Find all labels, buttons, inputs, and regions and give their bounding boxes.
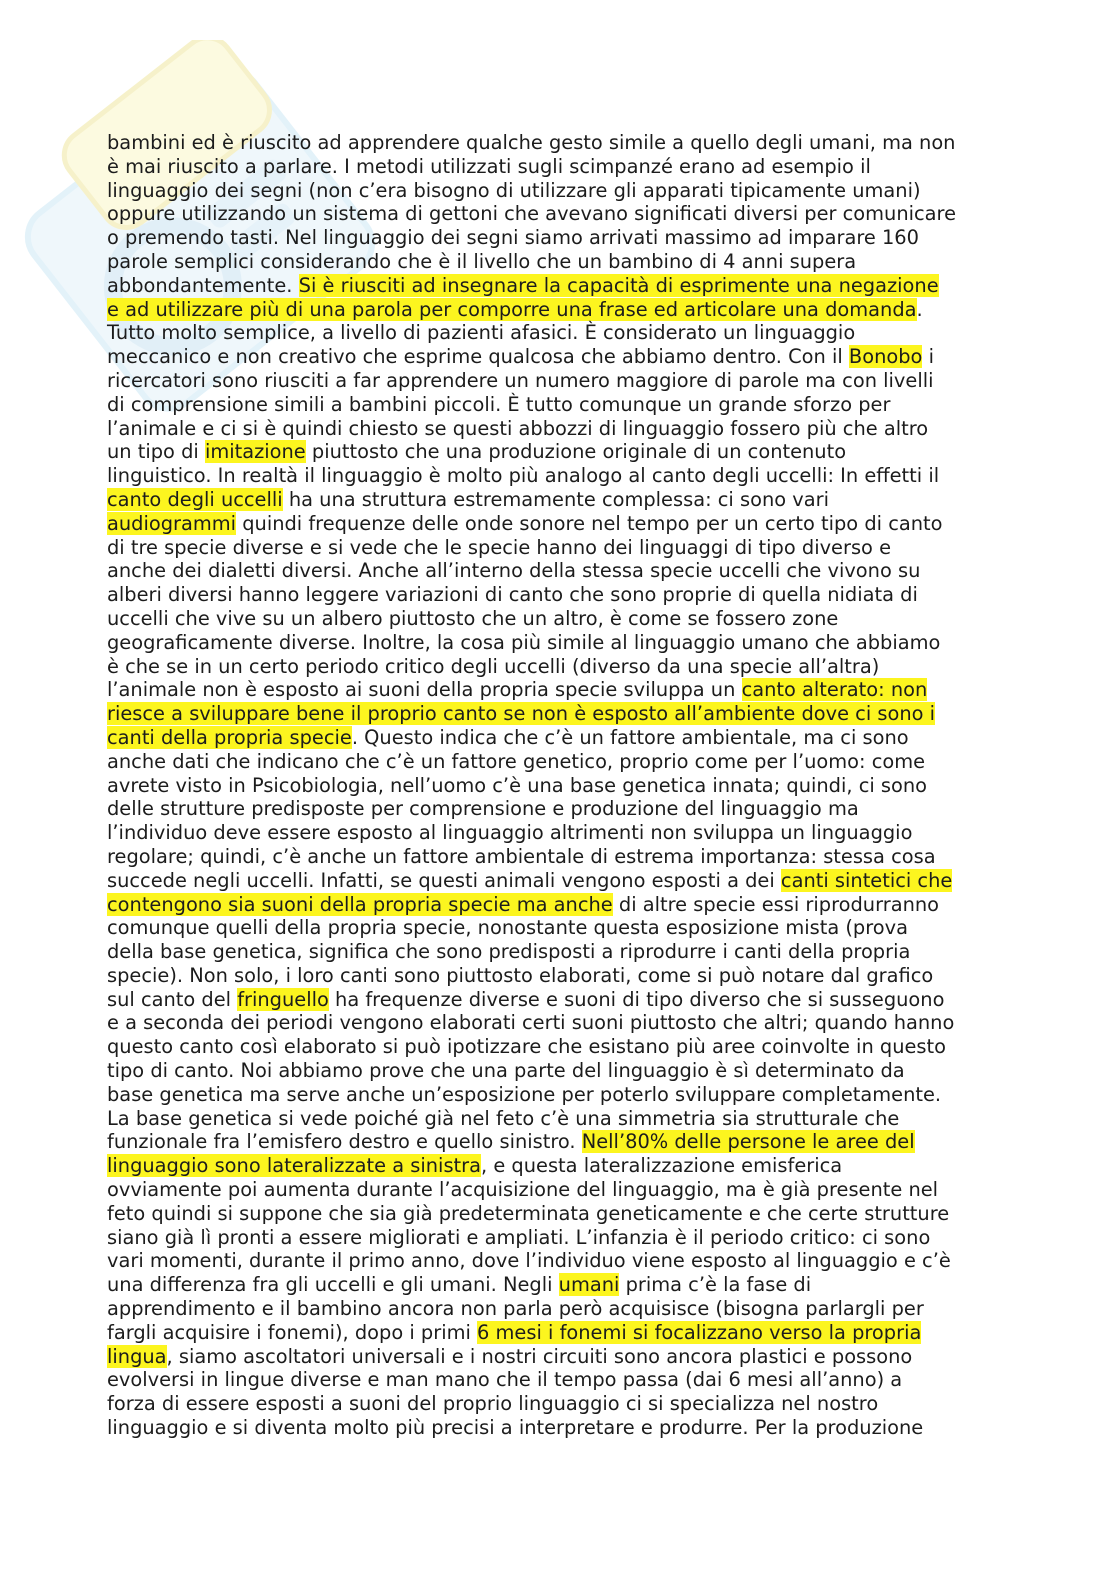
highlighted-text: imitazione bbox=[204, 440, 306, 464]
text-segment: ha frequenze diverse e suoni di tipo diverso che si susseguono bbox=[328, 987, 945, 1011]
text-segment: meccanico e non creativo che esprime qualcosa che abbiamo dentro. Con il bbox=[107, 345, 849, 369]
text-line bbox=[107, 393, 1012, 417]
text-line bbox=[107, 1178, 1012, 1202]
text-segment: è mai riuscito a parlare. I metodi utilizzati sugli scimpanzé erano ad esempio il bbox=[107, 154, 871, 178]
text-segment: apprendimento e il bambino ancora non parla però acquisisce (bisogna parlargli per bbox=[107, 1297, 924, 1321]
text-line bbox=[107, 321, 1012, 345]
text-segment: di comprensione simili a bambini piccoli. È tutto comunque un grande sforzo per bbox=[107, 392, 891, 416]
text-line bbox=[107, 155, 1012, 179]
text-line bbox=[107, 559, 1012, 583]
text-line bbox=[107, 345, 1012, 369]
text-line bbox=[107, 1083, 1012, 1107]
text-segment: funzionale fra l’emisfero destro e quello sinistro. bbox=[107, 1130, 582, 1154]
text-segment: delle strutture predisposte per comprensione e produzione del linguaggio ma bbox=[107, 797, 859, 821]
text-segment: , e questa lateralizzazione emisferica bbox=[481, 1154, 843, 1178]
text-segment: l’animale e ci si è quindi chiesto se questi abbozzi di linguaggio fossero più che altro bbox=[107, 416, 929, 440]
text-segment: di altre specie essi riprodurranno bbox=[612, 892, 940, 916]
highlighted-text: umani bbox=[558, 1273, 620, 1297]
text-line bbox=[107, 1226, 1012, 1250]
text-segment: un tipo di bbox=[107, 440, 205, 464]
text-segment: piuttosto che una produzione originale di un contenuto bbox=[305, 440, 847, 464]
text-segment: una differenza fra gli uccelli e gli umani. Negli bbox=[107, 1273, 559, 1297]
text-line bbox=[107, 678, 1012, 702]
text-segment: succede negli uccelli. Infatti, se questi animali vengono esposti a dei bbox=[107, 868, 781, 892]
text-line bbox=[107, 417, 1012, 441]
text-segment: vari momenti, durante il primo anno, dove l’individuo viene esposto al linguaggio e c’è bbox=[107, 1249, 951, 1273]
text-line bbox=[107, 298, 1012, 322]
text-segment: evolversi in lingue diverse e man mano che il tempo passa (dai 6 mesi all’anno) a bbox=[107, 1368, 903, 1392]
text-line bbox=[107, 226, 1012, 250]
text-line bbox=[107, 1202, 1012, 1226]
text-segment: e a seconda dei periodi vengono elaborati certi suoni piuttosto che altri; quando hanno bbox=[107, 1011, 955, 1035]
text-line bbox=[107, 202, 1012, 226]
text-segment: oppure utilizzando un sistema di gettoni che avevano significati diversi per comunicare bbox=[107, 202, 957, 226]
text-line bbox=[107, 1321, 1012, 1345]
text-line bbox=[107, 726, 1012, 750]
text-segment: siano già lì pronti a essere migliorati e ampliati. L’infanzia è il periodo critico: ci sono bbox=[107, 1225, 931, 1249]
text-line bbox=[107, 916, 1012, 940]
text-line bbox=[107, 440, 1012, 464]
text-line bbox=[107, 1154, 1012, 1178]
text-line bbox=[107, 607, 1012, 631]
text-line bbox=[107, 893, 1012, 917]
text-segment: abbondantemente. bbox=[107, 273, 299, 297]
text-segment: fargli acquisire i fonemi), dopo i primi bbox=[107, 1320, 478, 1344]
text-line bbox=[107, 488, 1012, 512]
text-line bbox=[107, 131, 1012, 155]
text-line bbox=[107, 940, 1012, 964]
highlighted-text: audiogrammi bbox=[107, 511, 237, 535]
text-line bbox=[107, 797, 1012, 821]
text-line bbox=[107, 583, 1012, 607]
text-segment: . bbox=[916, 297, 923, 321]
text-line bbox=[107, 750, 1012, 774]
text-segment: alberi diversi hanno leggere variazioni di canto che sono proprie di quella nidiata di bbox=[107, 583, 918, 607]
text-line bbox=[107, 964, 1012, 988]
text-segment: uccelli che vive su un albero piuttosto che un altro, è come se fossero zone bbox=[107, 606, 839, 630]
text-line bbox=[107, 631, 1012, 655]
highlighted-text: riesce a sviluppare bene il proprio canto se non è esposto all’ambiente dove ci sono i bbox=[107, 702, 936, 726]
text-line bbox=[107, 774, 1012, 798]
text-line bbox=[107, 1130, 1012, 1154]
text-line bbox=[107, 250, 1012, 274]
text-segment: questo canto così elaborato si può ipotizzare che esistano più aree coinvolte in questo bbox=[107, 1035, 946, 1059]
highlighted-text: e ad utilizzare più di una parola per comporre una frase ed articolare una domanda bbox=[107, 297, 917, 321]
text-segment: comunque quelli della propria specie, nonostante questa esposizione mista (prova bbox=[107, 916, 909, 940]
highlighted-text: Si è riusciti ad insegnare la capacità di esprimente una negazione bbox=[298, 273, 939, 297]
document-body-text bbox=[107, 131, 1012, 1440]
text-segment: parole semplici considerando che è il livello che un bambino di 4 anni supera bbox=[107, 249, 857, 273]
highlighted-text: lingua bbox=[107, 1344, 167, 1368]
text-segment: sul canto del bbox=[107, 987, 238, 1011]
text-line bbox=[107, 1107, 1012, 1131]
text-segment: o premendo tasti. Nel linguaggio dei segni siamo arrivati massimo ad imparare 160 bbox=[107, 226, 919, 250]
text-segment: , siamo ascoltatori universali e i nostri circuiti sono ancora plastici e possono bbox=[166, 1344, 913, 1368]
text-segment: linguaggio e si diventa molto più precisi a interpretare e produrre. Per la produzione bbox=[107, 1416, 924, 1440]
text-segment: anche dei dialetti diversi. Anche all’interno della stessa specie uccelli che vivono su bbox=[107, 559, 921, 583]
text-line bbox=[107, 1416, 1012, 1440]
text-line bbox=[107, 845, 1012, 869]
text-segment: l’individuo deve essere esposto al linguaggio altrimenti non sviluppa un linguaggio bbox=[107, 821, 913, 845]
highlighted-text: Nell’80% delle persone le aree del bbox=[581, 1130, 915, 1154]
text-line bbox=[107, 988, 1012, 1012]
highlighted-text: canti sintetici che bbox=[780, 868, 953, 892]
text-segment: base genetica ma serve anche un’esposizione per poterlo sviluppare completamente. bbox=[107, 1082, 942, 1106]
text-line bbox=[107, 536, 1012, 560]
text-segment: tipo di canto. Noi abbiamo prove che una parte del linguaggio è sì determinato da bbox=[107, 1059, 905, 1083]
text-line bbox=[107, 1249, 1012, 1273]
text-line bbox=[107, 274, 1012, 298]
text-line bbox=[107, 1297, 1012, 1321]
text-segment: anche dati che indicano che c’è un fattore genetico, proprio come per l’uomo: come bbox=[107, 749, 926, 773]
highlighted-text: 6 mesi i fonemi si focalizzano verso la propria bbox=[477, 1320, 922, 1344]
highlighted-text: linguaggio sono lateralizzate a sinistra bbox=[107, 1154, 481, 1178]
text-line bbox=[107, 1368, 1012, 1392]
text-segment: linguaggio dei segni (non c’era bisogno di utilizzare gli apparati tipicamente umani) bbox=[107, 178, 921, 202]
text-segment: quindi frequenze delle onde sonore nel tempo per un certo tipo di canto bbox=[236, 511, 943, 535]
text-segment: forza di essere esposti a suoni del proprio linguaggio ci si specializza nel nostro bbox=[107, 1392, 879, 1416]
text-line bbox=[107, 821, 1012, 845]
text-segment: feto quindi si suppone che sia già predeterminata geneticamente e che certe strutture bbox=[107, 1201, 950, 1225]
text-segment: specie). Non solo, i loro canti sono piuttosto elaborati, come si può notare dal grafico bbox=[107, 963, 934, 987]
highlighted-text: fringuello bbox=[237, 987, 329, 1011]
text-segment: prima c’è la fase di bbox=[619, 1273, 812, 1297]
text-segment: ricercatori sono riusciti a far apprendere un numero maggiore di parole ma con livelli bbox=[107, 368, 934, 392]
text-line bbox=[107, 1273, 1012, 1297]
text-segment: ovviamente poi aumenta durante l’acquisizione del linguaggio, ma è già presente nel bbox=[107, 1178, 939, 1202]
highlighted-text: contengono sia suoni della propria specie ma anche bbox=[107, 892, 613, 916]
text-segment: bambini ed è riuscito ad apprendere qualche gesto simile a quello degli umani, ma non bbox=[107, 131, 956, 154]
text-segment: Tutto molto semplice, a livello di pazienti afasici. È considerato un linguaggio bbox=[107, 321, 856, 345]
text-segment: è che se in un certo periodo critico degli uccelli (diverso da una specie all’altra) bbox=[107, 654, 880, 678]
text-segment: di tre specie diverse e si vede che le specie hanno dei linguaggi di tipo diverso e bbox=[107, 535, 892, 559]
text-line bbox=[107, 1035, 1012, 1059]
text-line bbox=[107, 512, 1012, 536]
text-line bbox=[107, 464, 1012, 488]
highlighted-text: canti della propria specie bbox=[107, 725, 352, 749]
text-segment: geograficamente diverse. Inoltre, la cosa più simile al linguaggio umano che abbiamo bbox=[107, 630, 941, 654]
text-segment: regolare; quindi, c’è anche un fattore ambientale di estrema importanza: stessa cosa bbox=[107, 844, 936, 868]
highlighted-text: canto degli uccelli bbox=[107, 487, 283, 511]
text-segment: della base genetica, significa che sono predisposti a riprodurre i canti della propria bbox=[107, 940, 911, 964]
text-line bbox=[107, 702, 1012, 726]
highlighted-text: canto alterato: non bbox=[741, 678, 928, 702]
text-segment: avrete visto in Psicobiologia, nell’uomo c’è una base genetica innata; quindi, ci sono bbox=[107, 773, 928, 797]
text-line bbox=[107, 1059, 1012, 1083]
text-line bbox=[107, 1011, 1012, 1035]
highlighted-text: Bonobo bbox=[848, 345, 923, 369]
text-line bbox=[107, 869, 1012, 893]
text-segment: . Questo indica che c’è un fattore ambientale, ma ci sono bbox=[351, 725, 909, 749]
text-segment: linguistico. In realtà il linguaggio è molto più analogo al canto degli uccelli: In effetti il bbox=[107, 464, 940, 488]
text-segment: i bbox=[922, 345, 934, 369]
text-line bbox=[107, 1392, 1012, 1416]
text-segment: La base genetica si vede poiché già nel feto c’è una simmetria sia strutturale che bbox=[107, 1106, 900, 1130]
text-line bbox=[107, 179, 1012, 203]
text-line bbox=[107, 655, 1012, 679]
text-line bbox=[107, 1345, 1012, 1369]
text-segment: l’animale non è esposto ai suoni della propria specie sviluppa un bbox=[107, 678, 742, 702]
text-line bbox=[107, 369, 1012, 393]
text-segment: ha una struttura estremamente complessa: ci sono vari bbox=[282, 487, 829, 511]
